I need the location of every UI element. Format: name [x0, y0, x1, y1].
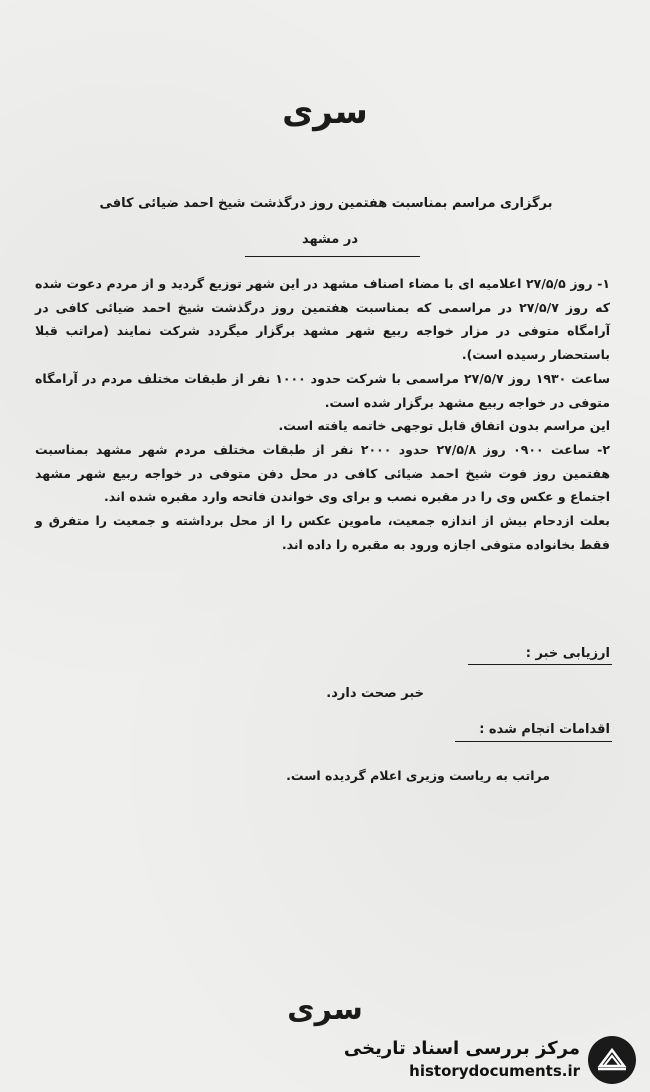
paragraph-2: ساعت ۱۹۳۰ روز ۲۷/۵/۷ مراسمی با شرکت حدود ۱۰۰۰ نفر از طبقات مختلف مردم در آرامگاه متوفی در خواجه ربیع مشهد برگزار شده است.: [35, 370, 611, 410]
watermark-name: مرکز بررسی اسناد تاریخی: [343, 1038, 580, 1059]
assessment-underline: [468, 664, 612, 665]
document-subtitle: در مشهد: [301, 232, 359, 247]
watermark: [336, 1036, 636, 1086]
actions-label: اقدامات انجام شده :: [479, 722, 610, 737]
paragraph-4: ۲- ساعت ۰۹۰۰ روز ۲۷/۵/۸ حدود ۲۰۰۰ نفر از طبقات مختلف مردم شهر مشهد بمناسبت هفتمین روز فوت شیخ احمد ضیائی کافی در محل دفن متوفی در خواجه ربیع شهر مشهد اجتماع و عکس وی را در مقبره نصب و برای وی خواندن فاتحه وارد مقبره شده اند.: [35, 441, 611, 505]
classification-header: سری: [282, 92, 368, 132]
watermark-url: historydocuments.ir: [409, 1062, 580, 1080]
document-body: [35, 272, 610, 556]
assessment-value: خبر صحت دارد.: [326, 686, 424, 701]
paragraph-3: این مراسم بدون اتفاق قابل توجهی خاتمه یافته است.: [278, 418, 610, 434]
book-logo-icon: [588, 1036, 636, 1084]
document-title: برگزاری مراسم بمناسبت هفتمین روز درگذشت شیخ احمد ضیائی کافی: [99, 196, 553, 211]
paragraph-1: ۱- روز ۲۷/۵/۵ اعلامیه ای با مضاء اصناف مشهد در این شهر توزیع گردید و از مردم دعوت شده که روز ۲۷/۵/۷ در مراسمی که بمناسبت هفتمین روز درگذشت شیخ احمد ضیائی کافی در آرامگاه متوفی در مزار خواجه ربیع شهر مشهد برگزار میگردد شرکت نمایند (مراتب قبلا باستحضار رسیده است).: [35, 276, 610, 363]
subtitle-underline: [245, 256, 420, 257]
actions-underline: [455, 741, 612, 742]
closing-note: مراتب به ریاست وزیری اعلام گردیده است.: [286, 768, 550, 783]
classification-footer: سری: [287, 992, 363, 1027]
assessment-label: ارزیابی خبر :: [525, 646, 610, 661]
paragraph-5: بعلت ازدحام بیش از اندازه جمعیت، ماموین عکس را از محل برداشته و جمعیت را متفرق و فقط بخانواده متوفی اجازه ورود به مقبره را داده اند.: [35, 513, 610, 552]
